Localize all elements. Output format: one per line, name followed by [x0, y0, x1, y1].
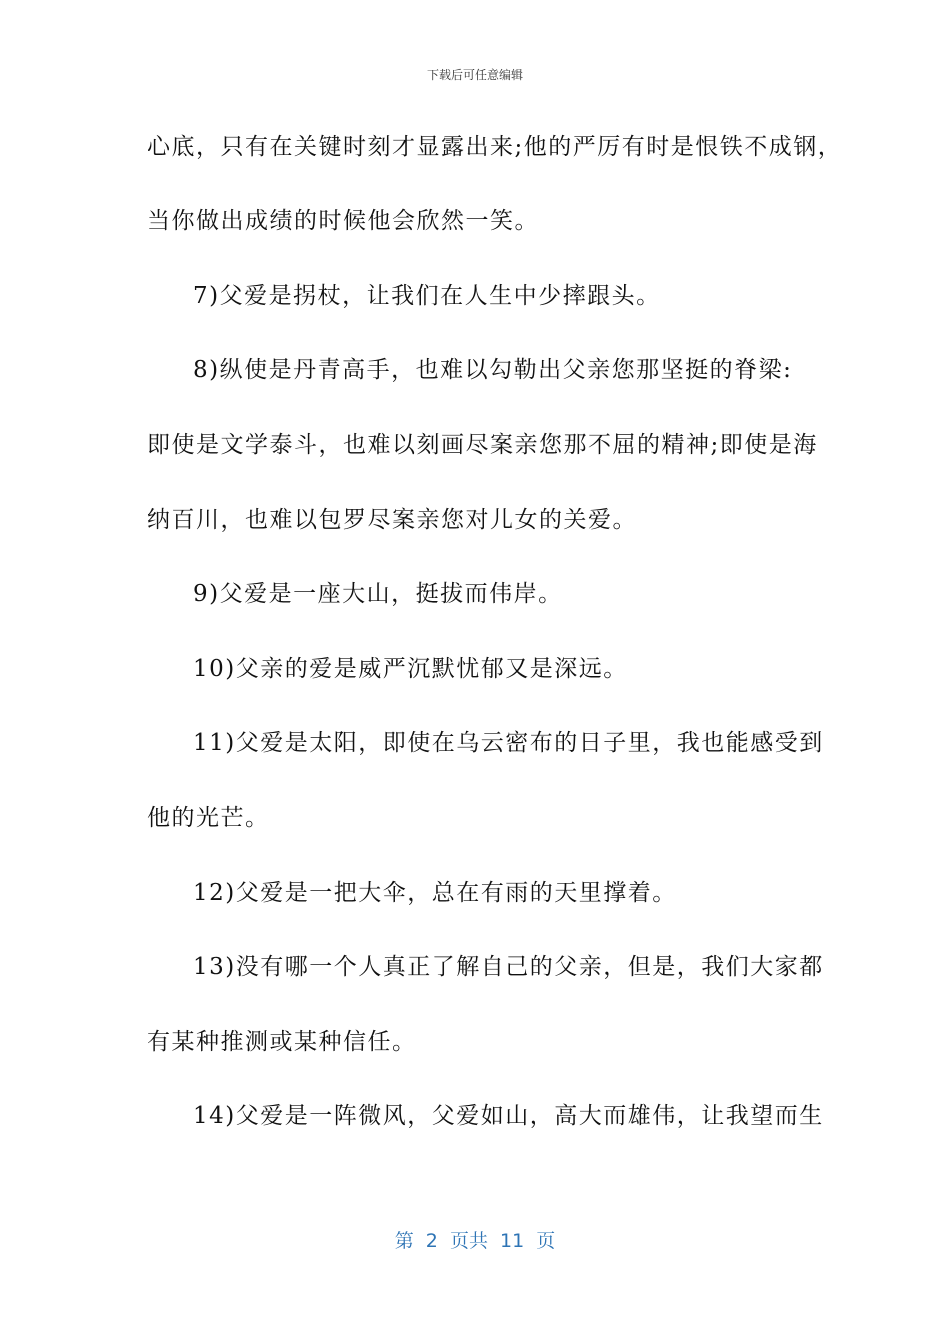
- text-line-3: 7)父爱是拐杖，让我们在人生中少摔跟头。: [193, 283, 661, 309]
- text-line-14: 14)父爱是一阵微风，父爱如山，高大而雄伟，让我望而生: [193, 1103, 824, 1129]
- page-footer: 第 2 页共 11 页: [394, 1230, 556, 1252]
- text-line-10: 他的光芒。: [147, 805, 270, 831]
- text-line-5: 即使是文学泰斗，也难以刻画尽案亲您那不屈的精神;即使是海: [147, 432, 818, 458]
- text-line-6: 纳百川，也难以包罗尽案亲您对儿女的关爱。: [147, 507, 637, 533]
- text-line-2: 当你做出成绩的时候他会欣然一笑。: [147, 208, 539, 234]
- page-header: 下载后可任意编辑: [426, 68, 523, 82]
- text-line-9: 11)父爱是太阳，即使在乌云密布的日子里，我也能感受到: [193, 730, 824, 756]
- text-line-7: 9)父爱是一座大山，挺拔而伟岸。: [193, 581, 563, 607]
- text-line-1: 心底，只有在关键时刻才显露出来;他的严厉有时是恨铁不成钢，: [147, 134, 843, 160]
- text-line-13: 有某种推测或某种信任。: [147, 1029, 417, 1055]
- text-line-8: 10)父亲的爱是威严沉默忧郁又是深远。: [193, 656, 628, 682]
- text-line-11: 12)父爱是一把大伞，总在有雨的天里撑着。: [193, 880, 677, 906]
- text-line-4: 8)纵使是丹青高手，也难以勾勒出父亲您那坚挺的脊梁:: [193, 357, 793, 383]
- text-line-12: 13)没有哪一个人真正了解自己的父亲，但是，我们大家都: [193, 954, 824, 980]
